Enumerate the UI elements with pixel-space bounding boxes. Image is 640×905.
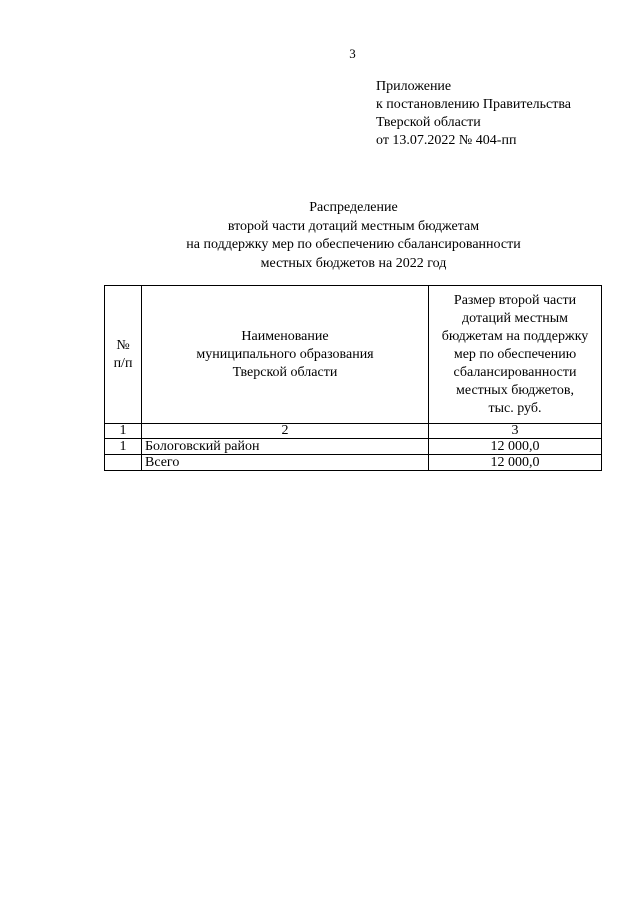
appendix-line-2: к постановлению Правительства [376, 97, 572, 112]
column-index-3: 3 [429, 424, 602, 439]
document-title [120, 199, 587, 273]
total-amount: 12 000,0 [429, 455, 602, 471]
header-number [105, 286, 142, 424]
header-name-line-1: Наименование [241, 328, 329, 344]
title-line-4: местных бюджетов на 2022 год [260, 255, 447, 271]
total-row [105, 455, 602, 471]
column-index-1: 1 [105, 424, 142, 439]
header-amount-line-2: дотаций местным [462, 310, 568, 326]
appendix-block [376, 78, 571, 150]
table-row [105, 439, 602, 455]
column-index-row [105, 424, 602, 439]
header-name [142, 286, 429, 424]
appendix-line-1: Приложение [376, 79, 452, 94]
header-amount [429, 286, 602, 424]
page-number: 3 [349, 46, 356, 61]
row-number: 1 [105, 439, 142, 455]
row-municipality-name: Бологовский район [142, 439, 429, 455]
header-amount-line-1: Размер второй части [453, 292, 577, 308]
title-line-2: второй части дотаций местным бюджетам [227, 218, 480, 234]
table-header-row [105, 286, 602, 424]
title-line-1: Распределение [309, 200, 398, 215]
header-number-line-2: п/п [113, 355, 133, 371]
column-index-2: 2 [142, 424, 429, 439]
appendix-line-3: Тверской области [376, 115, 481, 130]
header-amount-line-7: тыс. руб. [488, 400, 542, 416]
appendix-line-4: от 13.07.2022 № 404-пп [376, 133, 517, 148]
header-amount-line-3: бюджетам на поддержку [441, 328, 589, 344]
header-amount-line-4: мер по обеспечению [453, 346, 577, 362]
total-number [105, 455, 142, 471]
distribution-table [104, 285, 602, 471]
total-label: Всего [142, 455, 429, 471]
header-name-line-3: Тверской области [232, 364, 338, 380]
header-number-line-1: № [116, 337, 130, 353]
header-name-line-2: муниципального образования [196, 346, 374, 362]
title-line-3: на поддержку мер по обеспечению сбалансированности [186, 237, 521, 252]
header-amount-line-5: сбалансированности [453, 364, 577, 380]
header-amount-line-6: местных бюджетов, [456, 382, 574, 398]
row-amount: 12 000,0 [429, 439, 602, 455]
